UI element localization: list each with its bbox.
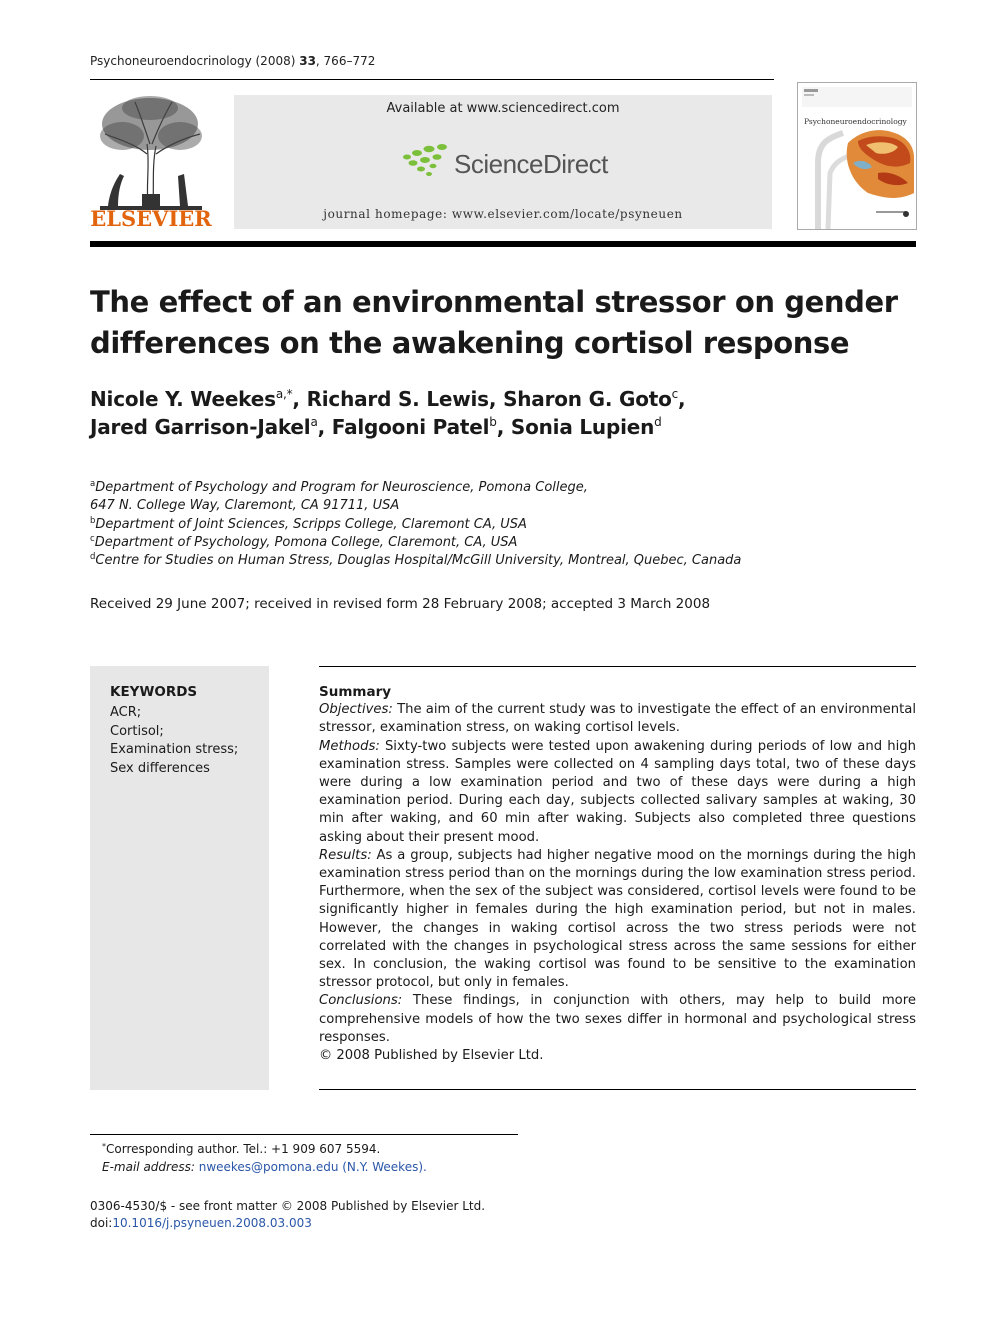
- article-dates: Received 29 June 2007; received in revised form 28 February 2008; accepted 3 March 2008: [90, 596, 711, 612]
- available-at-text[interactable]: Available at www.sciencedirect.com: [386, 101, 620, 116]
- abstract-conclusions: Conclusions: These findings, in conjunction with others, may help to build more comprehensive models of how the two sexes differ in hormonal and psychological stress responses.: [319, 993, 916, 1045]
- keyword-item: Sex differences: [110, 760, 210, 776]
- corresponding-author-footnote: [102, 1141, 427, 1176]
- footnote-rule: [90, 1134, 518, 1135]
- author-list: Nicole Y. Weekes$^{a,*}$, Richard S. Lewis, Sharon G. Goto$^c$, Jared Garrison-Jakel$^a$, Falgooni Patel$^b$, Sonia Lupien$^d$: [90, 387, 686, 439]
- journal-ref-prefix: Psychoneuroendocrinology (2008): [90, 54, 300, 68]
- header-thick-rule: [90, 241, 916, 247]
- abstract-results: Results: As a group, subjects had higher negative mood on the mornings during the high examination stress period than on the mornings during the low examination stress period. Furthermore, when the sex of the subject was considered, cortisol levels were found to be significantly higher in females during the high examination period, but not in males. However, the changes in waking cortisol across the two stress periods were not correlated with the changes in psychological stress across the same sessions for either sex. In conclusion, the waking cortisol was found to be sensitive to the examination stressor protocol, but only in females.: [319, 847, 916, 991]
- abstract-copyright: © 2008 Published by Elsevier Ltd.: [319, 1048, 544, 1064]
- author[interactable]: Jared Garrison-Jakel$^a$: [90, 415, 318, 439]
- journal-pages: , 766–772: [315, 54, 376, 68]
- issn-line: 0306-4530/$ - see front matter © 2008 Published by Elsevier Ltd.: [90, 1199, 486, 1213]
- cover-art-image: [798, 83, 916, 229]
- affiliation-list: [90, 479, 916, 570]
- author[interactable]: Sonia Lupien$^d$: [510, 415, 662, 439]
- email-line: [102, 1159, 427, 1177]
- corresponding-author-line: *Corresponding author. Tel.: +1 909 607 5594.: [102, 1142, 381, 1156]
- abstract-bottom-rule: [319, 1089, 916, 1090]
- sciencedirect-wordmark: ScienceDirect: [454, 149, 608, 179]
- affiliation-item: $^d$Centre for Studies on Human Stress, Douglas Hospital/McGill University, Montreal, Quebec, Canada: [90, 552, 742, 569]
- header-rule: [90, 79, 774, 80]
- affiliation-item: $^b$Department of Joint Sciences, Scripps College, Claremont CA, USA: [90, 515, 527, 532]
- abstract: [319, 683, 916, 1065]
- keyword-item: ACR;: [110, 705, 142, 720]
- abstract-heading: Summary: [319, 684, 392, 700]
- journal-reference: [90, 54, 375, 68]
- affiliation-item: $^a$Department of Psychology and Program for Neuroscience, Pomona College,: [90, 479, 588, 495]
- author[interactable]: Richard S. Lewis: [306, 387, 489, 411]
- doi-link[interactable]: 10.1016/j.psyneuen.2008.03.003: [112, 1216, 312, 1230]
- author[interactable]: Nicole Y. Weekes$^{a,*}$: [90, 387, 293, 411]
- journal-cover-thumbnail: [797, 82, 917, 230]
- abstract-methods: Methods: Sixty-two subjects were tested upon awakening during periods of low and high examination stress. Samples were collected on 4 sampling days total, two of these days were during a low examination period and two of these days were during a high examination period. During each day, subjects collected salivary samples at waking, 30 min after waking, and 60 min after waking. Subjects also completed three questions asking about their present mood.: [319, 738, 916, 845]
- keywords-heading: KEYWORDS: [110, 684, 198, 700]
- abstract-top-rule: [319, 666, 916, 667]
- keywords-box: [90, 666, 269, 1090]
- keyword-item: Cortisol;: [110, 723, 164, 739]
- journal-volume: 33: [299, 54, 316, 68]
- keyword-item: Examination stress;: [110, 742, 239, 757]
- keywords-list: [110, 704, 238, 778]
- cover-journal-title: Psychoneuroendocrinology: [804, 117, 907, 126]
- article-title: The effect of an environmental stressor on gender differences on the awakening cortisol response: [90, 285, 898, 360]
- abstract-objectives: Objectives: The aim of the current study was to investigate the effect of an environmental stressor, examination stress, on waking cortisol levels.: [319, 702, 916, 736]
- affiliation-item: 647 N. College Way, Claremont, CA 91711, USA: [90, 498, 400, 514]
- journal-homepage-text[interactable]: journal homepage: www.elsevier.com/locate/psyneuen: [323, 207, 683, 221]
- doi-line: doi:10.1016/j.psyneuen.2008.03.003: [90, 1216, 312, 1230]
- front-matter: [90, 1198, 485, 1232]
- email-link[interactable]: nweekes@pomona.edu (N.Y. Weekes).: [198, 1159, 427, 1174]
- author[interactable]: Falgooni Patel$^b$: [331, 415, 497, 439]
- elsevier-wordmark: ELSEVIER: [90, 206, 212, 231]
- email-label: E-mail address:: [102, 1159, 195, 1174]
- author[interactable]: Sharon G. Goto$^c$: [503, 387, 679, 411]
- affiliation-item: $^c$Department of Psychology, Pomona College, Claremont, CA, USA: [90, 533, 518, 550]
- sciencedirect-banner: [234, 95, 772, 229]
